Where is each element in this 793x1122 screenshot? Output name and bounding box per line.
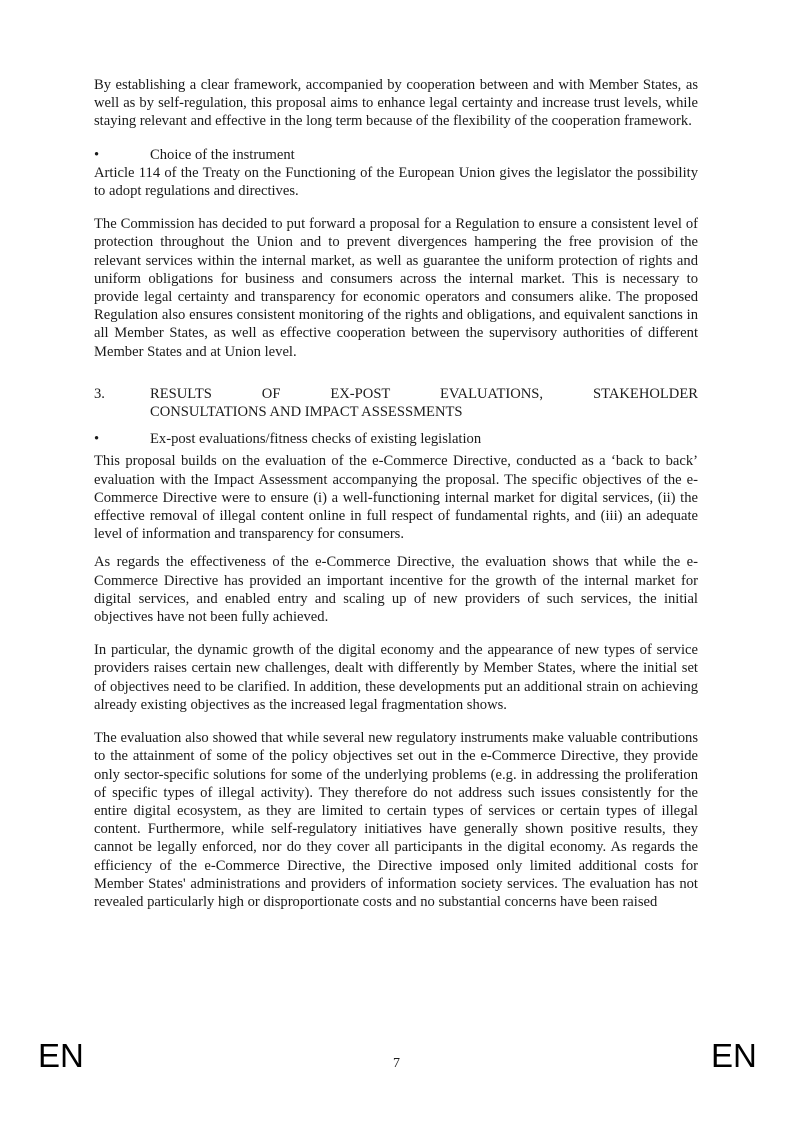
ex-post-evaluations-heading — [94, 430, 698, 448]
footer-language-right: EN — [711, 1037, 757, 1074]
subheading-text: Choice of the instrument — [150, 146, 295, 163]
choice-of-instrument-heading — [94, 146, 698, 164]
text-run: of the e-Commerce Directive, the evaluation shows that while the e-Commerce Directive has provided an important incentive for the growth of the internal market for digital services, and enabled entry and scaling up of new providers of such services, the initial objectives have not been fully achieved. — [94, 554, 698, 626]
section-3-heading — [94, 385, 698, 421]
section-title — [150, 385, 698, 421]
section-title-line-2: CONSULTATIONS AND IMPACT ASSESSMENTS — [150, 404, 463, 421]
footer-language-left: EN — [38, 1037, 84, 1074]
page-body — [94, 76, 698, 911]
regulation-rationale-paragraph: The Commission has decided to put forward a proposal for a Regulation to ensure a consistent level of protection throughout the Union and to prevent divergences hampering the free provision of the relevant services within the internal market, as well as guarantee the uniform protection of rights and uniform obligations for business and consumers across the internal market. This is necessary to provide legal certainty and transparency for economic operators and consumers alike. The proposed Regulation also ensures consistent monitoring of the rights and obligations, and equivalent sanctions in all Member States, as well as effective cooperation between the supervisory authorities of different Member States and at Union level. — [94, 216, 698, 360]
evaluation-paragraph-3: In particular, the dynamic growth of the digital economy and the appearance of new types of service providers raises certain new challenges, dealt with differently by Member States, where the initial set of objectives need to be clarified. In addition, these developments put an additional strain on achieving already existing objectives as the increased legal fragmentation shows. — [94, 642, 698, 713]
evaluation-paragraph-4 — [94, 729, 698, 911]
section-title-line-1: RESULTS OF EX-POST EVALUATIONS, STAKEHOLDER — [150, 385, 698, 402]
bullet-marker: • — [94, 431, 100, 448]
article-114-paragraph: Article 114 of the Treaty on the Functioning of the European Union gives the legislator the possibility to adopt regulations and directives. — [94, 164, 698, 200]
emphasis-effectiveness: effectiveness — [190, 554, 267, 571]
text-run: As regards the — [94, 554, 191, 571]
emphasis-efficiency: efficiency — [94, 857, 153, 874]
evaluation-paragraph-2 — [94, 553, 698, 626]
text-run: The evaluation also showed that while several new regulatory instruments make valuable contributions to the attainment of some of the policy objectives set out in the e-Commerce Directive, they provide only sector-specific solutions for some of the underlying problems (e.g. in addressing the proliferation of specific types of illegal activity). They therefore do not address such issues consistently for the entire digital ecosystem, as they are limited to certain types of services or certain types of illegal content. Furthermore, while self-regulatory initiatives have generally shown positive results, they cannot be legally enforced, nor do they cover all participants in the digital economy. As regards the — [94, 730, 698, 856]
section-number: 3. — [94, 385, 105, 402]
intro-paragraph: By establishing a clear framework, accompanied by cooperation between and with Member States, as well as by self-regulation, this proposal aims to enhance legal certainty and increase trust levels, while staying relevant and effective in the long term because of the flexibility of the cooperation framework. — [94, 77, 698, 130]
evaluation-paragraph-1: This proposal builds on the evaluation of the e-Commerce Directive, conducted as a ‘back to back’ evaluation with the Impact Assessment accompanying the proposal. The specific objectives of the e-Commerce Directive were to ensure (i) a well-functioning internal market for digital services, (ii) the effective removal of illegal content online in full respect of fundamental rights, and (iii) an adequate level of information and transparency for consumers. — [94, 453, 698, 543]
text-run: of the e-Commerce Directive, the Directive imposed only limited additional costs for Member States' administrations and providers of information society services. The evaluation has not revealed particularly high or disproportionate costs and no substantial concerns have been raised — [94, 857, 698, 910]
bullet-marker: • — [94, 146, 100, 163]
page-number: 7 — [393, 1056, 400, 1071]
subheading-text: Ex-post evaluations/fitness checks of existing legislation — [150, 431, 482, 448]
